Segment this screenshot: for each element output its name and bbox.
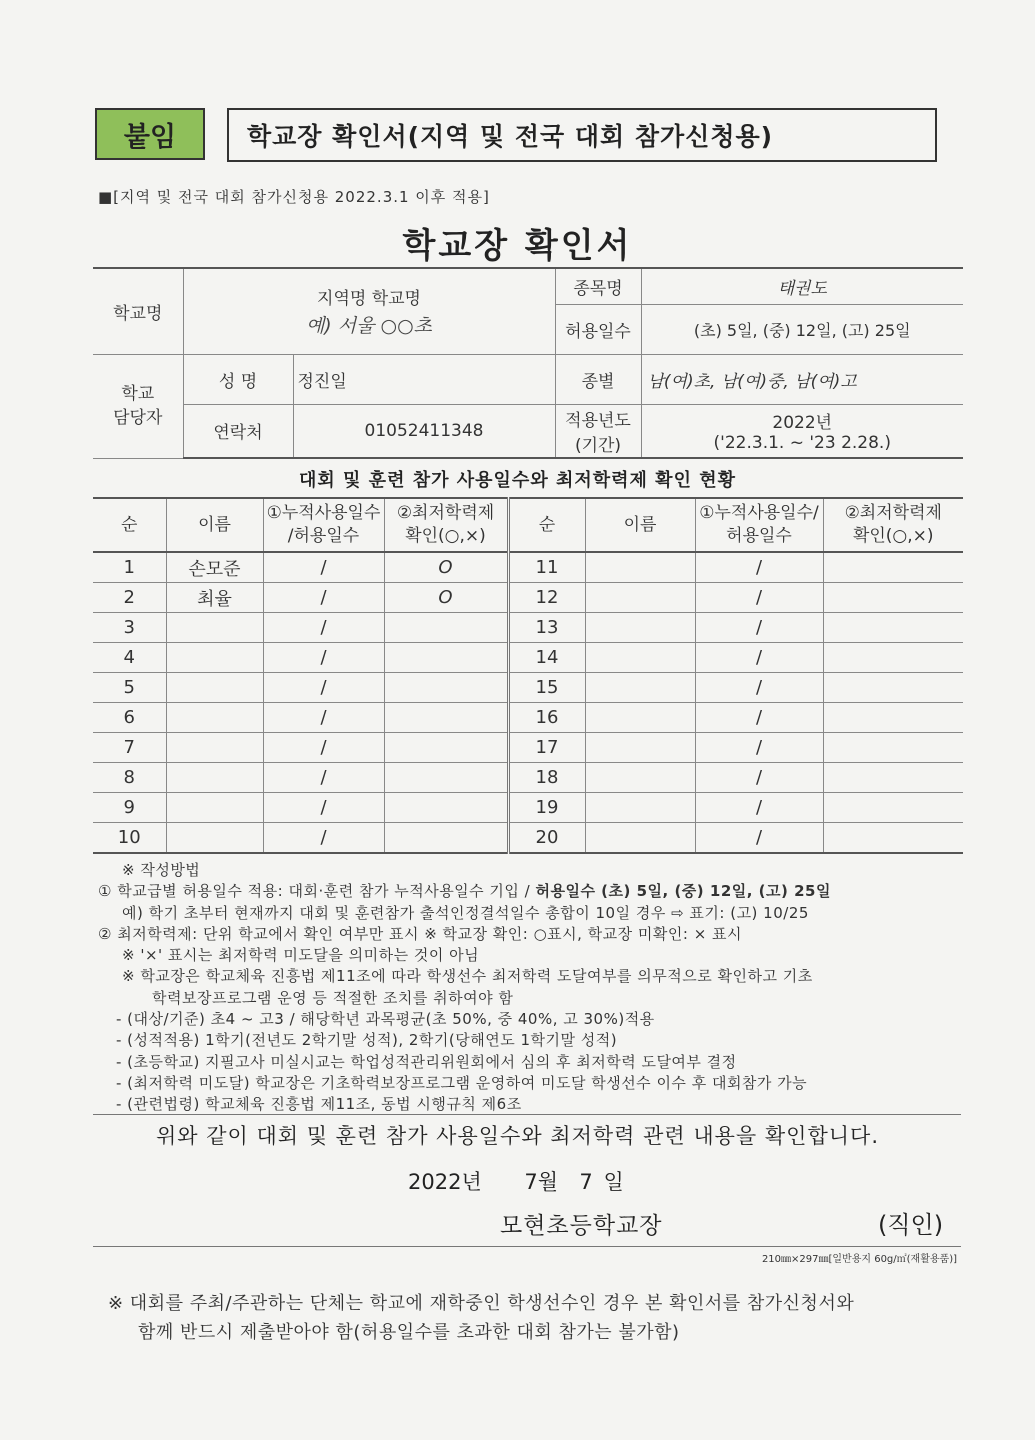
cell-r-no: 18	[508, 763, 585, 793]
cell-r-no: 15	[508, 673, 585, 703]
cell-l-check: O	[384, 583, 508, 613]
year-label-period: (기간)	[574, 435, 622, 456]
cell-r-check	[823, 733, 963, 763]
header-check-right: ②최저학력제 확인(○,×)	[823, 498, 963, 552]
writing-guide	[98, 860, 978, 1116]
year-label: 적용년도	[565, 410, 631, 431]
table-row	[93, 733, 963, 763]
cell-l-no: 4	[93, 643, 166, 673]
cell-r-name	[585, 703, 695, 733]
table-row	[93, 763, 963, 793]
cell-l-days: /	[263, 763, 384, 793]
cell-l-name	[166, 613, 263, 643]
cell-r-name	[585, 552, 695, 583]
participation-table	[93, 497, 963, 854]
scope-note: ■[지역 및 전국 대회 참가신청용 2022.3.1 이후 적용]	[98, 188, 490, 206]
cell-r-no: 19	[508, 793, 585, 823]
cell-r-no: 20	[508, 823, 585, 854]
school-info-table	[93, 267, 963, 459]
confirmation-statement: 위와 같이 대회 및 훈련 참가 사용일수와 최저학력 관련 내용을 확인합니다.	[155, 1124, 879, 1148]
guide-item-1-example: 예) 학기 초부터 현재까지 대회 및 훈련참가 출석인정결석일수 총합이 10일 경우 ⇨ 표기: (고) 10/25	[122, 903, 809, 922]
school-name-value: 예) 서울 ○○초	[305, 315, 433, 338]
header-no: 순	[93, 498, 166, 552]
guide-item-2-note-b: ※ 학교장은 학교체육 진흥법 제11조에 따라 학생선수 최저학력 도달여부를 의무적으로 확인하고 기초	[122, 967, 813, 986]
submission-footnote	[108, 1289, 988, 1347]
cell-l-no: 6	[93, 703, 166, 733]
cell-l-check	[384, 823, 508, 854]
cell-r-days: /	[695, 733, 823, 763]
name-value: 정진일	[293, 354, 555, 404]
cell-l-check	[384, 763, 508, 793]
cell-l-name: 최율	[166, 583, 263, 613]
cell-r-name	[585, 763, 695, 793]
cell-r-name	[585, 673, 695, 703]
allowed-days-label: 허용일수	[555, 304, 641, 354]
event-value: 태권도	[641, 268, 963, 304]
guide-heading: ※ 작성방법	[122, 861, 201, 879]
header-name-right: 이름	[585, 498, 695, 552]
guide-item-2-note-a: ※ '×' 표시는 최저학력 미도달을 의미하는 것이 아님	[122, 946, 480, 965]
cell-l-name	[166, 823, 263, 854]
guide-item-2-note-b-cont: 학력보장프로그램 운영 등 적절한 조치를 취하여야 함	[152, 988, 514, 1007]
cell-l-check	[384, 613, 508, 643]
cell-r-check	[823, 823, 963, 854]
header-days-right: ①누적사용일수/ 허용일수	[695, 498, 823, 552]
document-title: 학교장 확인서	[402, 226, 633, 266]
cell-r-no: 13	[508, 613, 585, 643]
section-title: 대회 및 훈련 참가 사용일수와 최저학력제 확인 현황	[298, 470, 736, 491]
cell-r-check	[823, 703, 963, 733]
contact-value: 01052411348	[293, 404, 555, 458]
cell-l-days: /	[263, 643, 384, 673]
cell-l-name	[166, 643, 263, 673]
cell-r-days: /	[695, 552, 823, 583]
divider	[93, 1114, 961, 1115]
cell-l-no: 9	[93, 793, 166, 823]
cell-l-days: /	[263, 673, 384, 703]
year-value: 2022년	[772, 413, 833, 434]
cell-l-name	[166, 673, 263, 703]
cell-l-check	[384, 703, 508, 733]
cell-r-name	[585, 613, 695, 643]
cell-r-name	[585, 733, 695, 763]
guide-item-2: ② 최저학력제: 단위 학교에서 확인 여부만 표시 ※ 학교장 확인: ○표시, 학교장 미확인: × 표시	[98, 924, 743, 943]
cell-r-days: /	[695, 643, 823, 673]
cell-r-days: /	[695, 583, 823, 613]
year-cell	[641, 404, 963, 458]
cell-l-days: /	[263, 793, 384, 823]
event-label: 종목명	[555, 268, 641, 304]
name-label: 성 명	[183, 354, 293, 404]
guide-detail-5: - (관련법령) 학교체육 진흥법 제11조, 동법 시행규칙 제6조	[116, 1095, 522, 1114]
guide-detail-2: - (성적적용) 1학기(전년도 2학기말 성적), 2학기(당해연도 1학기말 성적)	[116, 1031, 618, 1050]
table-row	[93, 643, 963, 673]
school-name-label: 학교명	[93, 268, 183, 354]
cell-l-days: /	[263, 703, 384, 733]
cell-l-check	[384, 673, 508, 703]
footnote-line-1: ※ 대회를 주최/주관하는 단체는 학교에 재학중인 학생선수인 경우 본 확인서를 참가신청서와	[108, 1293, 855, 1314]
cell-r-check	[823, 552, 963, 583]
cell-r-no: 14	[508, 643, 585, 673]
table-row	[93, 583, 963, 613]
cell-l-name	[166, 763, 263, 793]
cell-r-no: 11	[508, 552, 585, 583]
gender-label: 종별	[555, 354, 641, 404]
cell-r-name	[585, 643, 695, 673]
cell-l-check	[384, 733, 508, 763]
cell-r-days: /	[695, 823, 823, 854]
cell-l-name	[166, 733, 263, 763]
cell-l-no: 8	[93, 763, 166, 793]
school-name-hint: 지역명 학교명	[317, 289, 421, 310]
cell-l-check	[384, 793, 508, 823]
cell-r-check	[823, 673, 963, 703]
cell-l-no: 7	[93, 733, 166, 763]
cell-l-name	[166, 793, 263, 823]
cell-l-days: /	[263, 823, 384, 854]
cell-l-days: /	[263, 733, 384, 763]
cell-l-no: 2	[93, 583, 166, 613]
cell-r-days: /	[695, 673, 823, 703]
cell-r-check	[823, 613, 963, 643]
cell-l-check	[384, 643, 508, 673]
guide-detail-3: - (초등학교) 지필고사 미실시교는 학업성적관리위원회에서 심의 후 최저학력 도달여부 결정	[116, 1052, 737, 1071]
cell-r-name	[585, 583, 695, 613]
header-no-right: 순	[508, 498, 585, 552]
cell-r-no: 16	[508, 703, 585, 733]
cell-r-days: /	[695, 793, 823, 823]
header-days: ①누적사용일수 /허용일수	[263, 498, 384, 552]
official-seal: (직인)	[878, 1211, 944, 1239]
cell-l-no: 3	[93, 613, 166, 643]
cell-r-days: /	[695, 703, 823, 733]
manager-label: 학교 담당자	[93, 354, 183, 458]
table-row	[93, 793, 963, 823]
attachment-badge: 붙임	[95, 108, 205, 160]
cell-l-check: O	[384, 552, 508, 583]
contact-label: 연락처	[183, 404, 293, 458]
cell-l-no: 10	[93, 823, 166, 854]
cell-r-no: 17	[508, 733, 585, 763]
period-value: ('22.3.1. ~ '23 2.28.)	[713, 433, 891, 454]
table-row	[93, 613, 963, 643]
cell-r-name	[585, 823, 695, 854]
paper-spec: 210㎜×297㎜[일반용지 60g/㎡(재활용품)]	[761, 1254, 957, 1265]
cell-r-no: 12	[508, 583, 585, 613]
attachment-title: 학교장 확인서(지역 및 전국 대회 참가신청용)	[227, 108, 937, 162]
cell-l-no: 1	[93, 552, 166, 583]
guide-detail-4: - (최저학력 미도달) 학교장은 기초학력보장프로그램 운영하여 미도달 학생선수 이수 후 대회참가 가능	[116, 1073, 808, 1092]
table-row	[93, 703, 963, 733]
cell-l-days: /	[263, 552, 384, 583]
header-check: ②최저학력제 확인(○,×)	[384, 498, 508, 552]
footnote-line-2: 함께 반드시 제출받아야 함(허용일수를 초과한 대회 참가는 불가함)	[138, 1322, 680, 1343]
table-row	[93, 823, 963, 854]
cell-r-check	[823, 763, 963, 793]
guide-item-1: ① 학교급별 허용일수 적용: 대회·훈련 참가 누적사용일수 기입 / 허용일수 (초) 5일, (중) 12일, (고) 25일	[98, 882, 831, 901]
cell-r-name	[585, 793, 695, 823]
cell-l-name: 손모준	[166, 552, 263, 583]
header-name: 이름	[166, 498, 263, 552]
cell-l-no: 5	[93, 673, 166, 703]
cell-l-days: /	[263, 583, 384, 613]
gender-value: 남(여)초, 남(여)중, 남(여)고	[641, 354, 963, 404]
divider-bottom	[93, 1246, 961, 1247]
cell-r-check	[823, 643, 963, 673]
allowed-days-value: (초) 5일, (중) 12일, (고) 25일	[641, 304, 963, 354]
cell-l-name	[166, 703, 263, 733]
table-row	[93, 552, 963, 583]
cell-l-days: /	[263, 613, 384, 643]
table-body	[93, 552, 963, 853]
cell-r-check	[823, 583, 963, 613]
issue-date: 2022년 7월 7 일	[408, 1170, 624, 1194]
cell-r-days: /	[695, 763, 823, 793]
year-label-cell	[555, 404, 641, 458]
table-row	[93, 673, 963, 703]
guide-detail-1: - (대상/기준) 초4 ~ 고3 / 해당학년 과목평균(초 50%, 중 40%, 고 30%)적용	[116, 1010, 655, 1029]
principal-title: 모현초등학교장	[500, 1213, 663, 1239]
cell-r-days: /	[695, 613, 823, 643]
school-name-cell	[183, 268, 555, 354]
cell-r-check	[823, 793, 963, 823]
